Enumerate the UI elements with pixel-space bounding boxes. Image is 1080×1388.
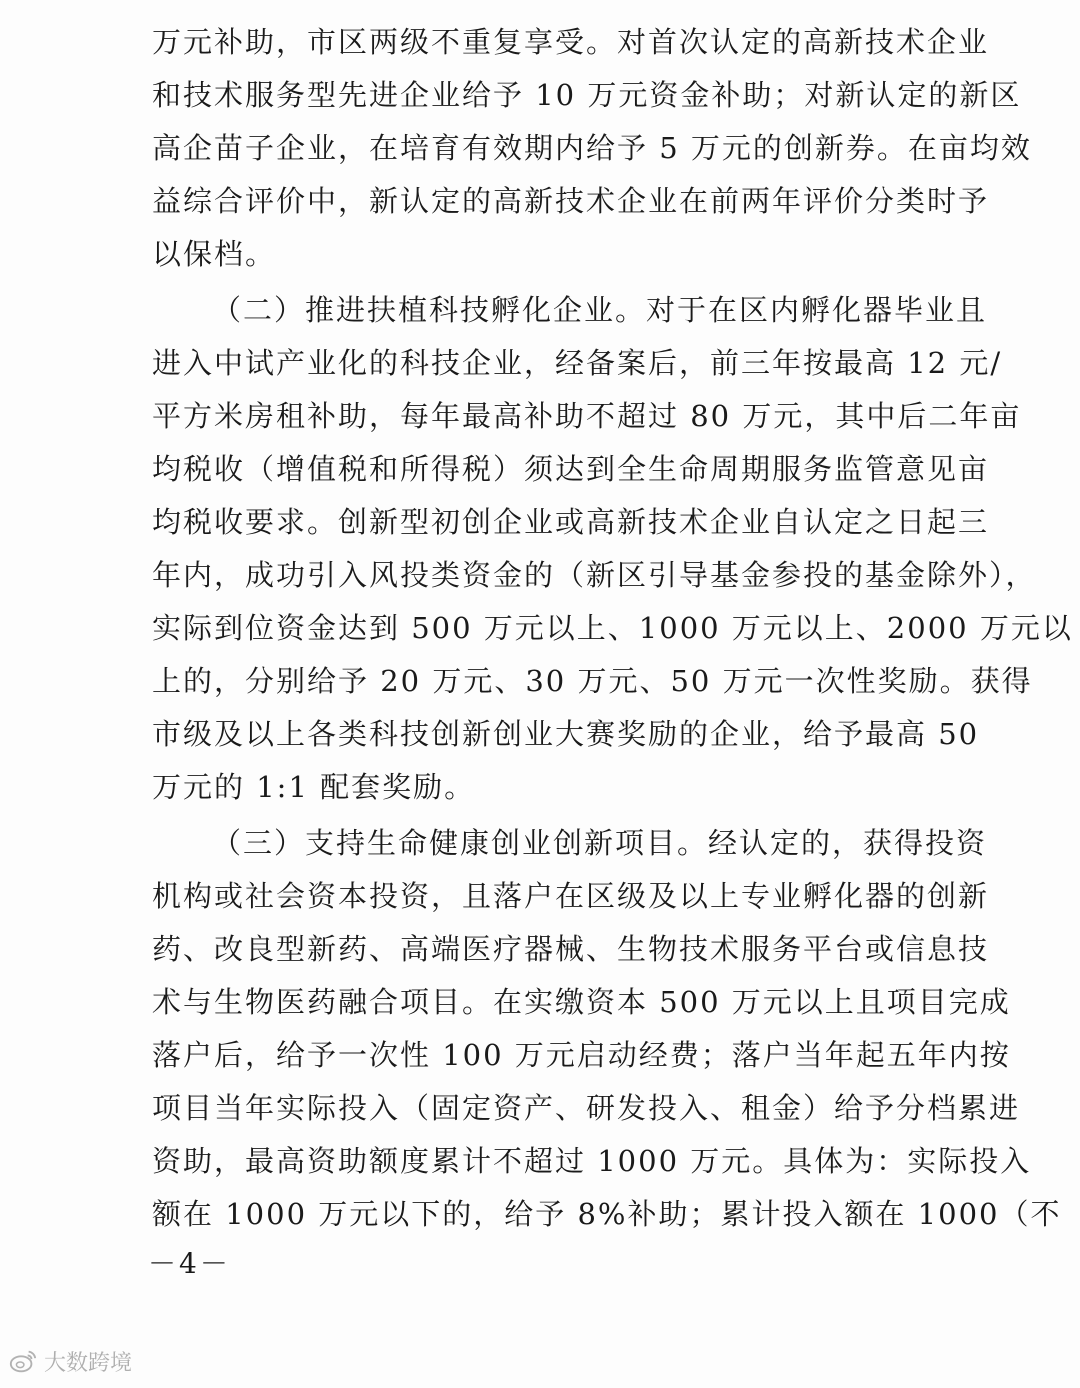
text-line: 术与生物医药融合项目。在实缴资本 500 万元以上且项目完成 xyxy=(152,985,1011,1019)
watermark xyxy=(8,1344,132,1378)
watermark-text: 大数跨境 xyxy=(44,1350,133,1376)
text-line: 高企苗子企业，在培育有效期内给予 5 万元的创新券。在亩均效 xyxy=(152,131,1032,165)
text-line: 项目当年实际投入（固定资产、研发投入、租金）给予分档累进 xyxy=(152,1091,1021,1125)
text-line: 均税收要求。创新型初创企业或高新技术企业自认定之日起三 xyxy=(152,505,990,539)
text-line: 益综合评价中，新认定的高新技术企业在前两年评价分类时予 xyxy=(152,184,990,218)
text-line: 和技术服务型先进企业给予 10 万元资金补助；对新认定的新区 xyxy=(152,78,1022,112)
text-line: 落户后，给予一次性 100 万元启动经费；落户当年起五年内按 xyxy=(152,1038,1011,1072)
page-number: －4－ xyxy=(148,1247,231,1280)
text-line: 万元的 1:1 配套奖励。 xyxy=(152,770,476,804)
text-line: 进入中试产业化的科技企业，经备案后，前三年按最高 12 元/ xyxy=(152,346,1003,380)
text-line: 均税收（增值税和所得税）须达到全生命周期服务监管意见亩 xyxy=(152,452,990,486)
text-line: 药、改良型新药、高端医疗器械、生物技术服务平台或信息技 xyxy=(152,932,990,966)
text-line: 资助，最高资助额度累计不超过 1000 万元。具体为：实际投入 xyxy=(152,1144,1032,1178)
text-line: 额在 1000 万元以下的，给予 8%补助；累计投入额在 1000（不 xyxy=(152,1197,1062,1231)
text-line: 以保档。 xyxy=(152,237,277,271)
text-line: 上的，分别给予 20 万元、30 万元、50 万元一次性奖励。获得 xyxy=(152,664,1033,698)
text-line: 年内，成功引入风投类资金的（新区引导基金参投的基金除外）， xyxy=(152,558,1037,592)
text-line: 实际到位资金达到 500 万元以上、1000 万元以上、2000 万元以 xyxy=(152,611,1073,645)
text-line: 平方米房租补助，每年最高补助不超过 80 万元，其中后二年亩 xyxy=(152,399,1022,433)
text-line: 市级及以上各类科技创新创业大赛奖励的企业，给予最高 50 xyxy=(152,717,980,751)
weibo-logo-icon xyxy=(8,1346,38,1376)
text-line: （二）推进扶植科技孵化企业。对于在区内孵化器毕业且 xyxy=(212,293,988,327)
text-line: 万元补助，市区两级不重复享受。对首次认定的高新技术企业 xyxy=(152,25,990,59)
text-line: 机构或社会资本投资，且落户在区级及以上专业孵化器的创新 xyxy=(152,879,990,913)
text-line: （三）支持生命健康创业创新项目。经认定的，获得投资 xyxy=(212,826,988,860)
